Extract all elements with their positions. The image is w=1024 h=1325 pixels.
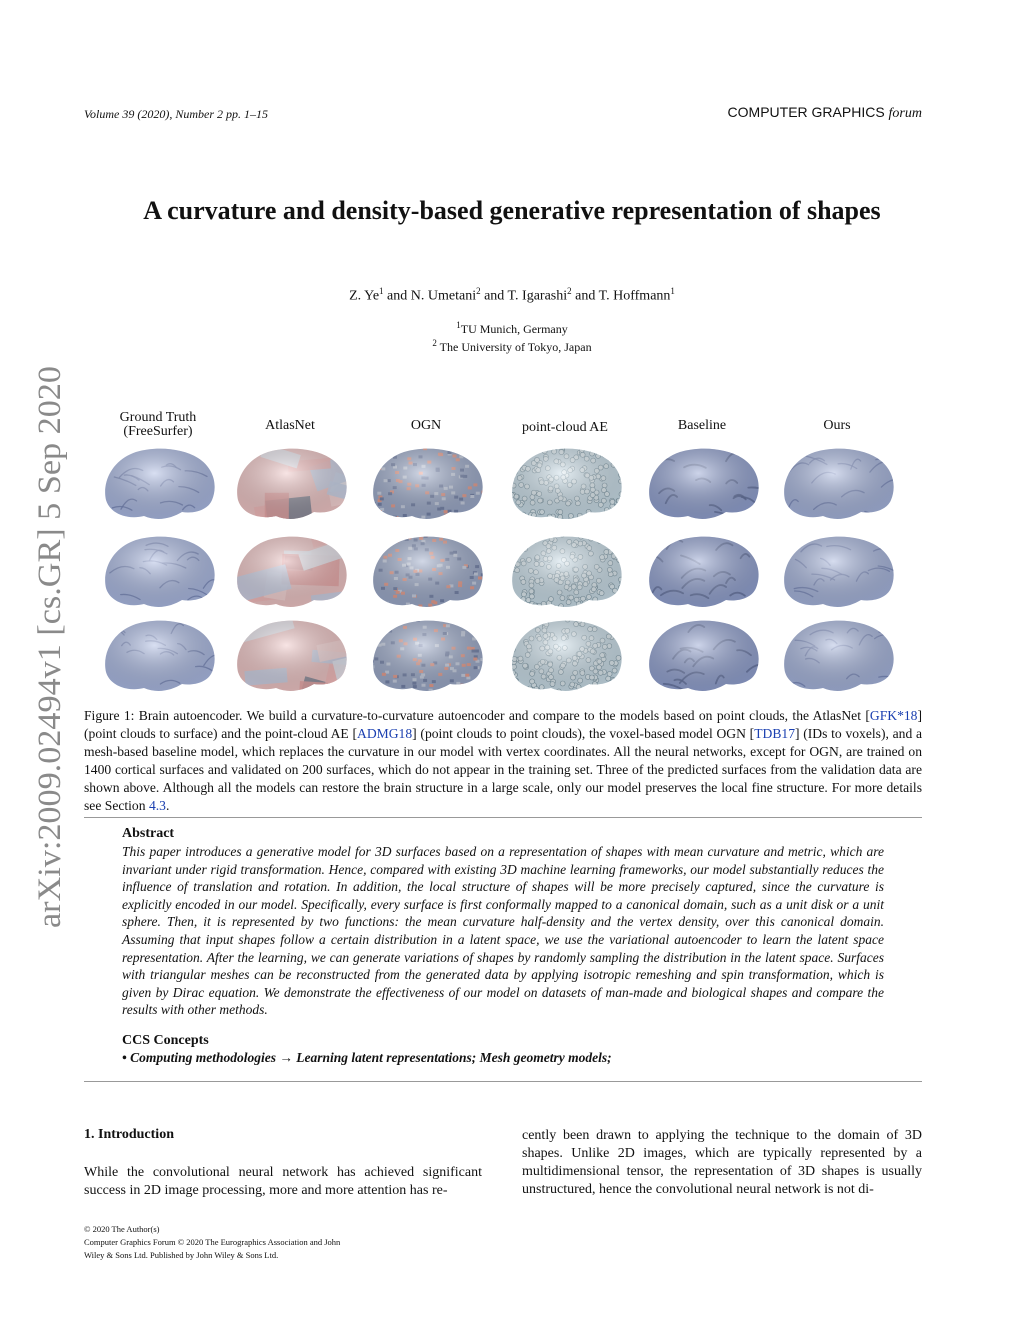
brain-render <box>505 442 627 524</box>
brain-render <box>366 614 488 696</box>
brain-render <box>642 442 764 524</box>
figure-column-label <box>366 418 486 434</box>
brain-render <box>642 614 764 696</box>
brain-render <box>505 614 627 696</box>
brain-render <box>642 530 764 612</box>
copyright-footer <box>84 1223 404 1262</box>
figure-column-label <box>642 418 762 434</box>
journal-name-main: COMPUTER GRAPHICS <box>727 104 885 120</box>
affiliation <box>0 338 1024 355</box>
figure-caption <box>84 707 922 815</box>
section-heading: 1. Introduction <box>84 1127 174 1142</box>
brain-render <box>777 614 899 696</box>
abstract-text: This paper introduces a generative model for 3D surfaces based on a representation of shapes with mean curvature and metric, which are invariant under rigid transformation. Hence, compared with existing 3D machine learning frameworks, our model substantially reduces the influence of translation and rotation. In addition, the local structure of shapes will be more precisely captured, since the curvature is explicitly encoded in our model. Specifically, every surface is first conformally mapped to a canonical domain, such as a unit disk or a unit sphere. Then, it is represented by two functions: the mean curvature half-density and the vertex density, over this canonical domain. Assuming that input shapes follow a certain distribution in a latent space, we use the variational autoencoder to learn the latent space representation. After the learning, we can generate variations of shapes by randomly sampling the distribution in the latent space. Surfaces with triangular meshes can be reconstructed from the generated data by applying isotropic remeshing and spin transformation, which is given by Dirac equation. We demonstrate the effectiveness of our model on datasets of man-made and biological shapes and compare the results with other methods. <box>122 844 884 1018</box>
paper-title: A curvature and density-based generative representation of shapes <box>143 196 881 225</box>
author-name: and N. Umetani <box>383 288 477 304</box>
brain-render <box>98 614 220 696</box>
affiliation <box>0 320 1024 337</box>
caption-text: Figure 1: Brain autoencoder. We build a curvature-to-curvature autoencoder and compare to the models based on point clouds, the AtlasNet [ <box>84 708 870 723</box>
ccs-heading: CCS Concepts <box>122 1033 209 1048</box>
figure-column-label <box>230 418 350 434</box>
divider <box>84 817 922 818</box>
footer-line: © 2020 The Author(s) <box>84 1224 160 1234</box>
affiliation-sup: 2 <box>432 338 437 348</box>
affiliation-sup: 1 <box>456 320 461 330</box>
ccs-text: • Computing methodologies → Learning latent representations; Mesh geometry models; <box>122 1050 612 1065</box>
citation-link[interactable]: GFK*18 <box>869 708 918 723</box>
column-label-line: (FreeSurfer) <box>123 424 193 439</box>
author-name: Z. Ye <box>349 288 380 304</box>
journal-name-italic: forum <box>888 106 922 121</box>
column-label-line: Ground Truth <box>119 410 197 425</box>
caption-text: . <box>165 798 170 813</box>
journal-volume: Volume 39 (2020), Number 2 pp. 1–15 <box>84 107 268 121</box>
citation-link[interactable]: ADMG18 <box>357 726 413 741</box>
brain-render <box>505 530 627 612</box>
column-label-line: Ours <box>823 418 851 433</box>
citation-link[interactable]: TDB17 <box>754 726 795 741</box>
figure-column-label <box>777 418 897 434</box>
journal-name <box>728 104 922 122</box>
affiliation-text: The University of Tokyo, Japan <box>436 340 592 354</box>
column-label-line: OGN <box>410 418 442 433</box>
author-sup: 1 <box>379 286 384 296</box>
author-sup: 2 <box>567 286 572 296</box>
footer-line: Wiley & Sons Ltd. Published by John Wiley & Sons Ltd. <box>84 1250 279 1260</box>
caption-text: ] (point clouds to point clouds), the voxel-based model OGN [ <box>412 726 755 741</box>
body-text-right: cently been drawn to applying the technique to the domain of 3D shapes. Unlike 2D images, which are typically represented by a multidimensional tensor, the representation of 3D shapes is usually unstructured, hence the convolutional neural network is not di- <box>522 1128 922 1197</box>
caption-text: ] (IDs to voxels), and a mesh-based baseline model, which replaces the curvature in our model with vertex coordinates. All the neural networks, except for OGN, are trained on 1400 cortical surfaces and validated on 200 surfaces, which do not appear in the training set. Three of the predicted surfaces from the validation data are shown above. Although all the models can restore the brain structure in a large scale, only our model preserves the local fine structure. For more details see Section <box>84 726 923 813</box>
section-link[interactable]: 4.3 <box>148 798 166 813</box>
column-label-line: AtlasNet <box>265 418 315 433</box>
body-text-left: While the convolutional neural network has achieved significant success in 2D image processing, more and more attention has re- <box>84 1165 482 1198</box>
column-label-line: Baseline <box>677 418 727 433</box>
abstract-heading: Abstract <box>122 826 175 841</box>
brain-render <box>98 442 220 524</box>
divider <box>84 1081 922 1082</box>
column-label-line: point-cloud AE <box>522 420 608 435</box>
brain-render <box>366 442 488 524</box>
arxiv-stamp <box>12 362 72 932</box>
author-list <box>0 286 1024 305</box>
footer-line: Computer Graphics Forum © 2020 The Eurographics Association and John <box>84 1237 341 1247</box>
arxiv-stamp-text: arXiv:2009.02494v1 [cs.GR] 5 Sep 2020 <box>32 385 68 928</box>
author-name: and T. Igarashi <box>480 288 568 304</box>
brain-render <box>230 614 352 696</box>
affiliation-text: TU Munich, Germany <box>460 322 568 336</box>
brain-render <box>777 530 899 612</box>
figure-column-label <box>505 420 625 436</box>
brain-render <box>366 530 488 612</box>
brain-render <box>230 530 352 612</box>
brain-render <box>230 442 352 524</box>
author-sup: 1 <box>670 286 675 296</box>
author-sup: 2 <box>476 286 481 296</box>
author-name: and T. Hoffmann <box>571 288 671 304</box>
brain-render <box>98 530 220 612</box>
caption-text: ] (point clouds to surface) and the point-cloud AE [ <box>84 708 922 741</box>
figure-column-label <box>98 410 218 440</box>
brain-render <box>777 442 899 524</box>
